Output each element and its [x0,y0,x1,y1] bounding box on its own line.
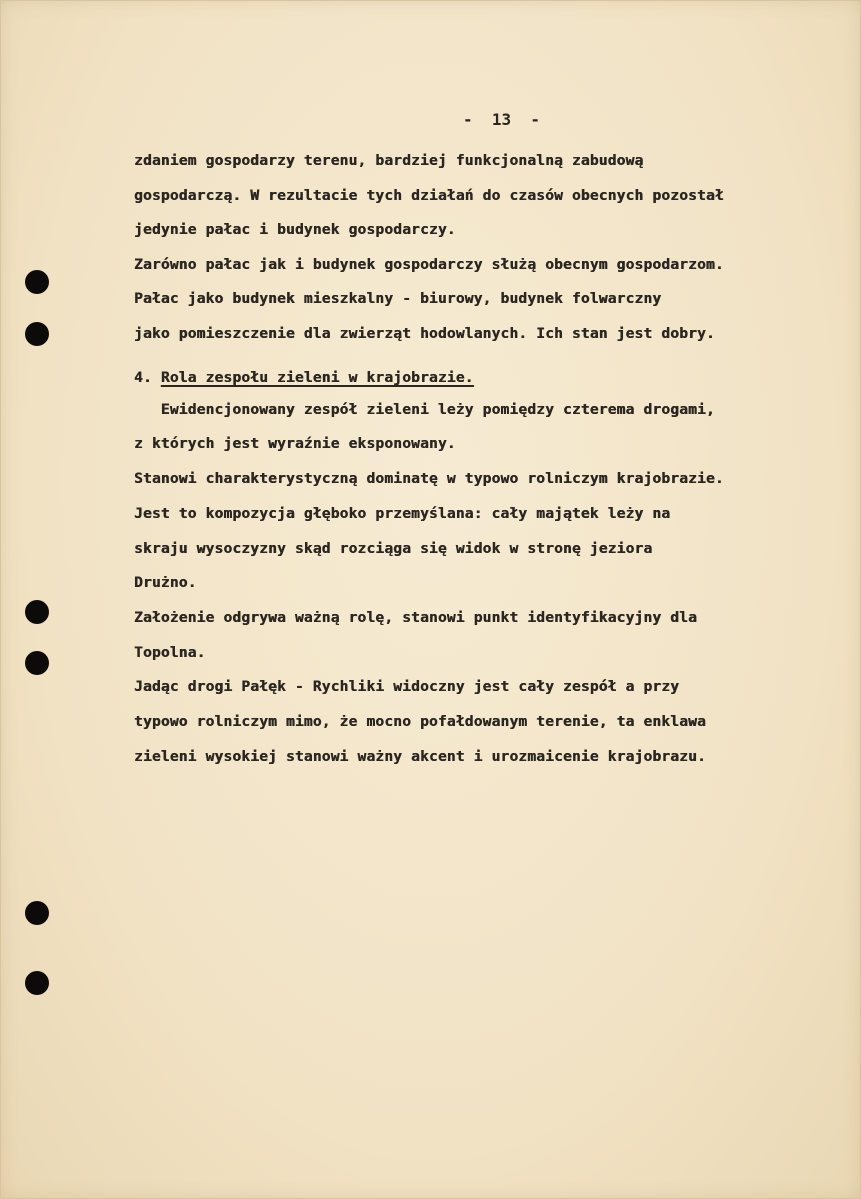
paragraph-line: Jadąc drogi Pałęk - Rychliki widoczny jest cały zespół a przy [134,678,680,695]
paragraph-line: Stanowi charakterystyczną dominatę w typowo rolniczym krajobrazie. [134,470,724,487]
paragraph-line: Założenie odgrywa ważną rolę, stanowi punkt identyfikacyjny dla [134,609,697,626]
paragraph-line: z których jest wyraźnie eksponowany. [134,435,456,452]
text-line: gospodarczą. W rezultacie tych działań do czasów obecnych pozostał [134,187,724,204]
paragraph-line: Ewidencjonowany zespół zieleni leży pomiędzy czterema drogami, [134,401,715,418]
text-line: Pałac jako budynek mieszkalny - biurowy, budynek folwarczny [134,290,662,307]
paragraph-line: zieleni wysokiej stanowi ważny akcent i urozmaicenie krajobrazu. [134,748,706,765]
text-line: zdaniem gospodarzy terenu, bardziej funkcjonalną zabudową [134,152,644,169]
punch-hole [25,322,49,346]
section-heading [134,369,474,386]
section-number: 4. [134,369,152,386]
paragraph-line: Drużno. [134,574,197,591]
text-line: jedynie pałac i budynek gospodarczy. [134,221,456,238]
punch-hole [25,600,49,624]
punch-hole [25,651,49,675]
section-title: Rola zespołu zieleni w krajobrazie. [160,369,474,386]
paragraph-line: Topolna. [134,644,206,661]
paragraph-line: skraju wysoczyzny skąd rozciąga się widok w stronę jeziora [134,540,653,557]
punch-hole [25,971,49,995]
punch-hole [25,270,49,294]
paragraph-line: Jest to kompozycja głęboko przemyślana: cały majątek leży na [134,505,671,522]
page-number: - 13 - [463,110,541,129]
paragraph-line: typowo rolniczym mimo, że mocno pofałdowanym terenie, ta enklawa [134,713,706,730]
text-line: Zarówno pałac jak i budynek gospodarczy służą obecnym gospodarzom. [134,256,724,273]
punch-hole [25,901,49,925]
text-line: jako pomieszczenie dla zwierząt hodowlanych. Ich stan jest dobry. [134,325,715,342]
